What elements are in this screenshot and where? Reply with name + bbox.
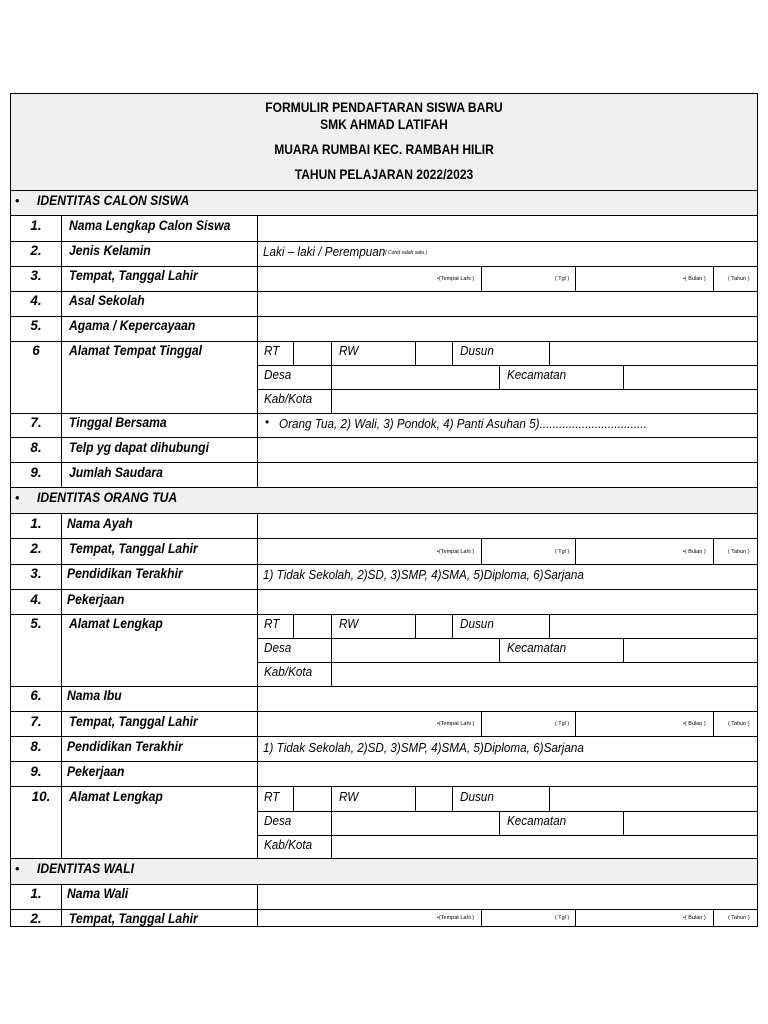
section-title-wali: IDENTITAS WALI	[37, 861, 134, 876]
label-nama-siswa: Nama Lengkap Calon Siswa	[69, 218, 231, 233]
row-number: 7.	[30, 714, 42, 729]
label-telp: Telp yg dapat dihubungi	[69, 440, 209, 455]
row-number: 2.	[30, 911, 42, 926]
row-number: 7.	[30, 415, 42, 430]
row-number: 1.	[30, 218, 42, 233]
row-number: 6	[32, 343, 40, 358]
addr-rt: RT	[264, 343, 280, 358]
addr-rw: RW	[339, 343, 359, 358]
dob-tahun: ( Tahun )	[728, 549, 750, 555]
addr-dusun: Dusun	[460, 789, 494, 804]
dob-bulan: •( Bulan )	[683, 549, 706, 555]
row-number: 2.	[30, 541, 42, 556]
addr-desa: Desa	[264, 813, 292, 828]
label-alamat-siswa: Alamat Tempat Tinggal	[69, 343, 203, 358]
section-bullet: •	[15, 193, 20, 208]
label-pekerjaan-ibu: Pekerjaan	[67, 764, 125, 779]
row-number: 1.	[30, 886, 42, 901]
dob-tgl: ( Tgl )	[555, 549, 570, 555]
addr-kabkota: Kab/Kota	[264, 664, 313, 679]
label-alamat-ayah: Alamat Lengkap	[69, 616, 163, 631]
addr-dusun: Dusun	[460, 616, 494, 631]
label-pekerjaan-ayah: Pekerjaan	[67, 592, 125, 607]
addr-kabkota: Kab/Kota	[264, 837, 313, 852]
dob-bulan: •( Bulan )	[683, 721, 706, 727]
dob-tgl: ( Tgl )	[555, 276, 570, 282]
addr-rw: RW	[339, 789, 359, 804]
dob-tgl: ( Tgl )	[555, 721, 570, 727]
dob-tempat: •(Tempat Lahi )	[437, 915, 475, 921]
row-number: 5.	[30, 616, 42, 631]
pendidikan-options-ayah[interactable]: 1) Tidak Sekolah, 2)SD, 3)SMP, 4)SMA, 5)Diploma, 6)Sarjana	[263, 567, 584, 582]
dob-tahun: ( Tahun )	[728, 721, 750, 727]
school-name: SMK AHMAD LATIFAH	[320, 116, 448, 132]
dob-bulan: •( Bulan )	[683, 915, 706, 921]
label-jumlah-saudara: Jumlah Saudara	[69, 465, 163, 480]
dob-tahun: ( Tahun )	[728, 276, 750, 282]
row-number: 8.	[30, 739, 42, 754]
addr-kecamatan: Kecamatan	[507, 367, 567, 382]
row-number: 2.	[30, 243, 42, 258]
dob-tgl: ( Tgl )	[555, 915, 570, 921]
row-number: 9.	[30, 465, 42, 480]
row-number: 9.	[30, 764, 42, 779]
row-number: 3.	[30, 268, 42, 283]
label-nama-ayah: Nama Ayah	[67, 516, 133, 531]
label-alamat-ibu: Alamat Lengkap	[69, 789, 163, 804]
section-bullet: •	[15, 490, 20, 505]
label-pendidikan-ibu: Pendidikan Terakhir	[67, 739, 183, 754]
label-pendidikan-ayah: Pendidikan Terakhir	[67, 566, 183, 581]
label-agama: Agama / Kepercayaan	[69, 318, 196, 333]
addr-dusun: Dusun	[460, 343, 494, 358]
addr-desa: Desa	[264, 367, 292, 382]
row-number: 1.	[30, 516, 42, 531]
label-ttl-siswa: Tempat, Tanggal Lahir	[69, 268, 198, 283]
school-address: MUARA RUMBAI KEC. RAMBAH HILIR	[274, 141, 494, 157]
row-number: 5.	[30, 318, 42, 333]
dob-tempat: •(Tempat Lahi )	[437, 721, 475, 727]
label-ttl-ibu: Tempat, Tanggal Lahir	[69, 714, 198, 729]
dob-tahun: ( Tahun )	[728, 915, 750, 921]
dob-tempat: •(Tempat Lahi )	[437, 276, 475, 282]
label-jenis-kelamin: Jenis Kelamin	[69, 243, 151, 258]
label-tinggal-bersama: Tinggal Bersama	[69, 415, 167, 430]
addr-kecamatan: Kecamatan	[507, 640, 567, 655]
tinggal-options[interactable]: Orang Tua, 2) Wali, 3) Pondok, 4) Panti Asuhan 5).................................	[279, 416, 647, 431]
row-number: 3.	[30, 566, 42, 581]
addr-kecamatan: Kecamatan	[507, 813, 567, 828]
label-ttl-ayah: Tempat, Tanggal Lahir	[69, 541, 198, 556]
gender-note: ( Coret salah satu )	[385, 250, 428, 256]
row-number: 6.	[30, 688, 42, 703]
gender-options[interactable]: Laki – laki / Perempuan	[263, 244, 386, 259]
section-bullet: •	[15, 861, 20, 876]
label-nama-ibu: Nama Ibu	[67, 688, 122, 703]
label-nama-wali: Nama Wali	[67, 886, 129, 901]
addr-rt: RT	[264, 789, 280, 804]
row-number: 10.	[31, 789, 51, 804]
label-asal-sekolah: Asal Sekolah	[69, 293, 145, 308]
academic-year: TAHUN PELAJARAN 2022/2023	[294, 166, 474, 182]
row-number: 4.	[30, 592, 42, 607]
form-title: FORMULIR PENDAFTARAN SISWA BARU	[265, 99, 503, 115]
list-bullet: •	[265, 415, 270, 429]
section-title-ortu: IDENTITAS ORANG TUA	[37, 490, 178, 505]
row-number: 4.	[30, 293, 42, 308]
section-title-siswa: IDENTITAS CALON SISWA	[37, 193, 190, 208]
addr-desa: Desa	[264, 640, 292, 655]
addr-kabkota: Kab/Kota	[264, 391, 313, 406]
addr-rw: RW	[339, 616, 359, 631]
addr-rt: RT	[264, 616, 280, 631]
row-number: 8.	[30, 440, 42, 455]
dob-bulan: •( Bulan )	[683, 276, 706, 282]
label-ttl-wali: Tempat, Tanggal Lahir	[69, 911, 198, 926]
dob-tempat: •(Tempat Lahi )	[437, 549, 475, 555]
pendidikan-options-ibu[interactable]: 1) Tidak Sekolah, 2)SD, 3)SMP, 4)SMA, 5)Diploma, 6)Sarjana	[263, 740, 584, 755]
